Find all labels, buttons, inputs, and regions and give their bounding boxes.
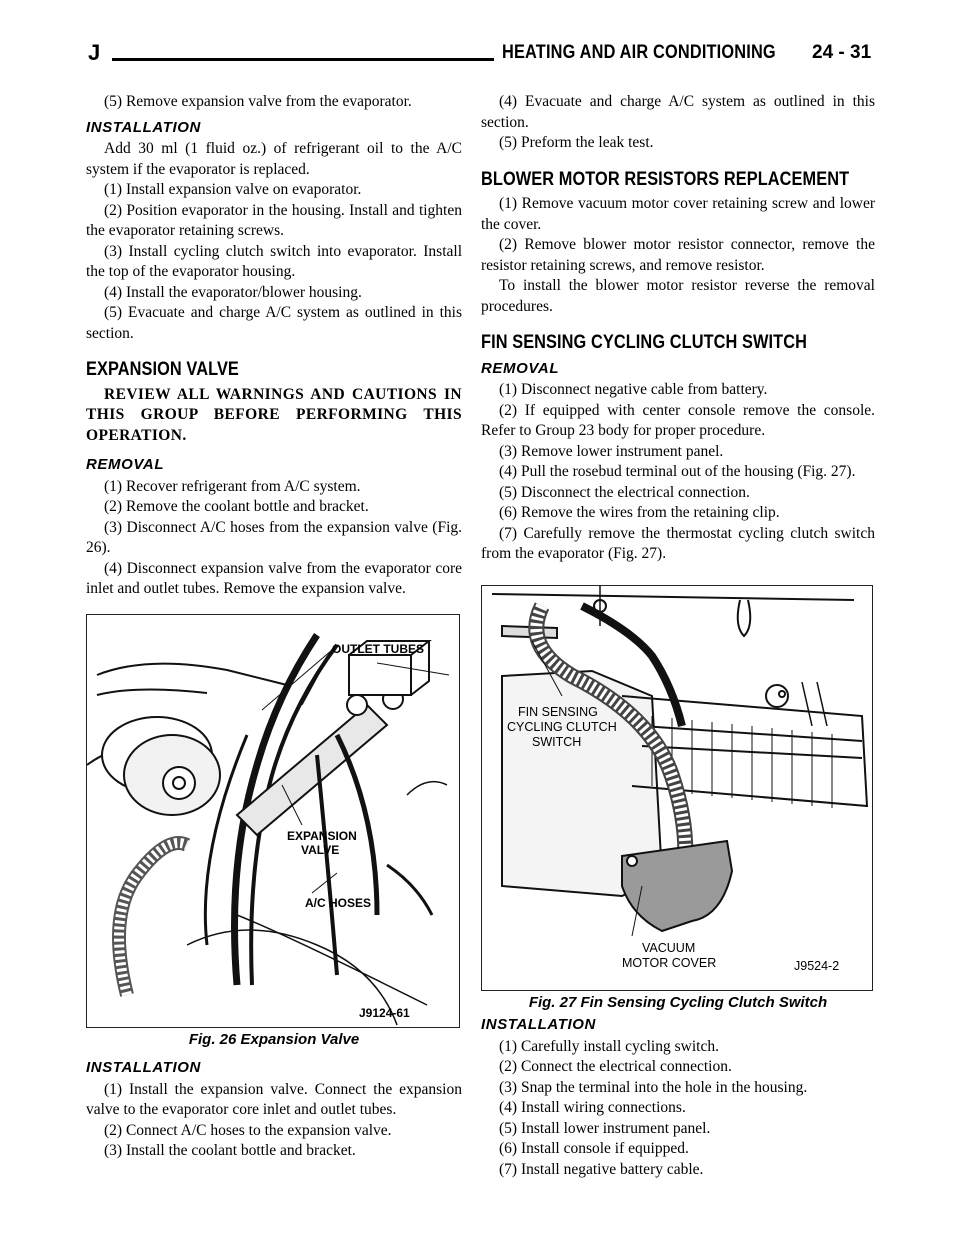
installation2-step-3: (3) Install the coolant bottle and bracket. bbox=[104, 1142, 356, 1159]
figure-27-caption: Fig. 27 Fin Sensing Cycling Clutch Switch bbox=[528, 993, 828, 1011]
fin-sensing-switch-illustration bbox=[482, 586, 872, 990]
fin-install-step-6: (6) Install console if equipped. bbox=[499, 1140, 689, 1157]
heading-expansion-valve: EXPANSION VALVE bbox=[86, 359, 239, 380]
heading-installation-2: INSTALLATION bbox=[86, 1059, 201, 1076]
heading-fin-sensing: FIN SENSING CYCLING CLUTCH SWITCH bbox=[481, 332, 808, 353]
fin-install-step-4: (4) Install wiring connections. bbox=[499, 1099, 686, 1116]
label-motor-cover: MOTOR COVER bbox=[622, 955, 717, 970]
heading-installation-3: INSTALLATION bbox=[481, 1016, 596, 1033]
installation-step-5: (5) Evacuate and charge A/C system as outlined in this section. bbox=[86, 304, 462, 342]
installation-intro: Add 30 ml (1 fluid oz.) of refrigerant oil to the A/C system if the evaporator is replaced. bbox=[86, 140, 462, 178]
label-fin-sensing: FIN SENSING bbox=[518, 704, 598, 719]
fin-install-step-3: (3) Snap the terminal into the hole in the housing. bbox=[499, 1078, 808, 1096]
removal-step-1: (1) Recover refrigerant from A/C system. bbox=[104, 477, 361, 495]
fin-removal-step-5: (5) Disconnect the electrical connection. bbox=[499, 483, 750, 501]
fin-removal-step-1: (1) Disconnect negative cable from battery. bbox=[499, 381, 768, 398]
blower-step-1: (1) Remove vacuum motor cover retaining screw and lower the cover. bbox=[481, 195, 875, 233]
figure-26 bbox=[86, 614, 460, 1028]
installation-step-4: (4) Install the evaporator/blower housing. bbox=[104, 283, 362, 301]
header-page-number: 24 - 31 bbox=[812, 42, 872, 63]
figure-code: J9524-2 bbox=[794, 958, 840, 973]
label-cycling-clutch: CYCLING CLUTCH bbox=[507, 719, 617, 734]
blower-step-2: (2) Remove blower motor resistor connector, remove the resistor retaining screws, and remove resistor. bbox=[481, 236, 875, 274]
label-outlet-tubes: OUTLET TUBES bbox=[332, 641, 424, 656]
header-rule bbox=[112, 58, 494, 61]
fin-install-step-7: (7) Install negative battery cable. bbox=[499, 1160, 704, 1178]
installation2-step-2: (2) Connect A/C hoses to the expansion valve. bbox=[104, 1121, 392, 1139]
figure-code: J9124-61 bbox=[359, 1005, 410, 1020]
fin-install-step-1: (1) Carefully install cycling switch. bbox=[499, 1037, 719, 1055]
installation-step-3: (3) Install cycling clutch switch into evaporator. Install the top of the evaporator housing. bbox=[86, 242, 462, 280]
fin-install-step-5: (5) Install lower instrument panel. bbox=[499, 1119, 711, 1137]
heading-installation: INSTALLATION bbox=[86, 118, 201, 136]
heading-blower-resistors: BLOWER MOTOR RESISTORS REPLACEMENT bbox=[481, 168, 850, 190]
removal-step-4: (4) Disconnect expansion valve from the evaporator core inlet and outlet tubes. Remove the expansion valve. bbox=[86, 559, 462, 597]
leak-test-step: (5) Preform the leak test. bbox=[499, 134, 654, 151]
label-switch: SWITCH bbox=[532, 734, 582, 749]
fin-removal-step-7: (7) Carefully remove the thermostat cycling clutch switch from the evaporator (Fig. 27). bbox=[481, 524, 875, 562]
right-column bbox=[481, 92, 875, 1180]
step-remove-valve: (5) Remove expansion valve from the evaporator. bbox=[104, 93, 412, 110]
expansion-valve-illustration bbox=[87, 615, 459, 1027]
label-ac-hoses: A/C HOSES bbox=[305, 895, 372, 910]
fin-removal-step-4: (4) Pull the rosebud terminal out of the housing (Fig. 27). bbox=[499, 463, 856, 480]
installation-step-2: (2) Position evaporator in the housing. Install and tighten the evaporator retaining screws. bbox=[86, 201, 462, 239]
evacuate-step: (4) Evacuate and charge A/C system as outlined in this section. bbox=[481, 93, 875, 131]
fin-removal-step-6: (6) Remove the wires from the retaining clip. bbox=[499, 504, 780, 521]
figure-26-caption: Fig. 26 Expansion Valve bbox=[188, 1030, 360, 1048]
header-letter: J bbox=[88, 40, 101, 65]
figure-27 bbox=[481, 585, 873, 991]
label-vacuum: VACUUM bbox=[642, 940, 696, 955]
header-title: HEATING AND AIR CONDITIONING bbox=[502, 42, 776, 63]
removal-step-3: (3) Disconnect A/C hoses from the expansion valve (Fig. 26). bbox=[86, 518, 462, 556]
heading-removal-2: REMOVAL bbox=[481, 359, 560, 377]
installation2-step-1: (1) Install the expansion valve. Connect the expansion valve to the evaporator core inlet and outlet tubes. bbox=[86, 1080, 462, 1118]
installation-step-1: (1) Install expansion valve on evaporator. bbox=[104, 181, 362, 198]
fin-install-step-2: (2) Connect the electrical connection. bbox=[499, 1058, 732, 1075]
label-valve: VALVE bbox=[301, 842, 340, 857]
heading-removal: REMOVAL bbox=[86, 456, 165, 473]
fin-removal-step-3: (3) Remove lower instrument panel. bbox=[499, 442, 724, 460]
label-expansion: EXPANSION bbox=[287, 828, 357, 843]
fin-removal-step-2: (2) If equipped with center console remove the console. Refer to Group 23 body for proper procedure. bbox=[481, 401, 875, 439]
removal-step-2: (2) Remove the coolant bottle and bracket. bbox=[104, 498, 369, 515]
warning-text: REVIEW ALL WARNINGS AND CAUTIONS IN THIS GROUP BEFORE PERFORMING THIS OPERATION. bbox=[86, 385, 462, 444]
blower-reinstall: To install the blower motor resistor reverse the removal procedures. bbox=[481, 277, 875, 315]
left-column bbox=[86, 92, 462, 1162]
